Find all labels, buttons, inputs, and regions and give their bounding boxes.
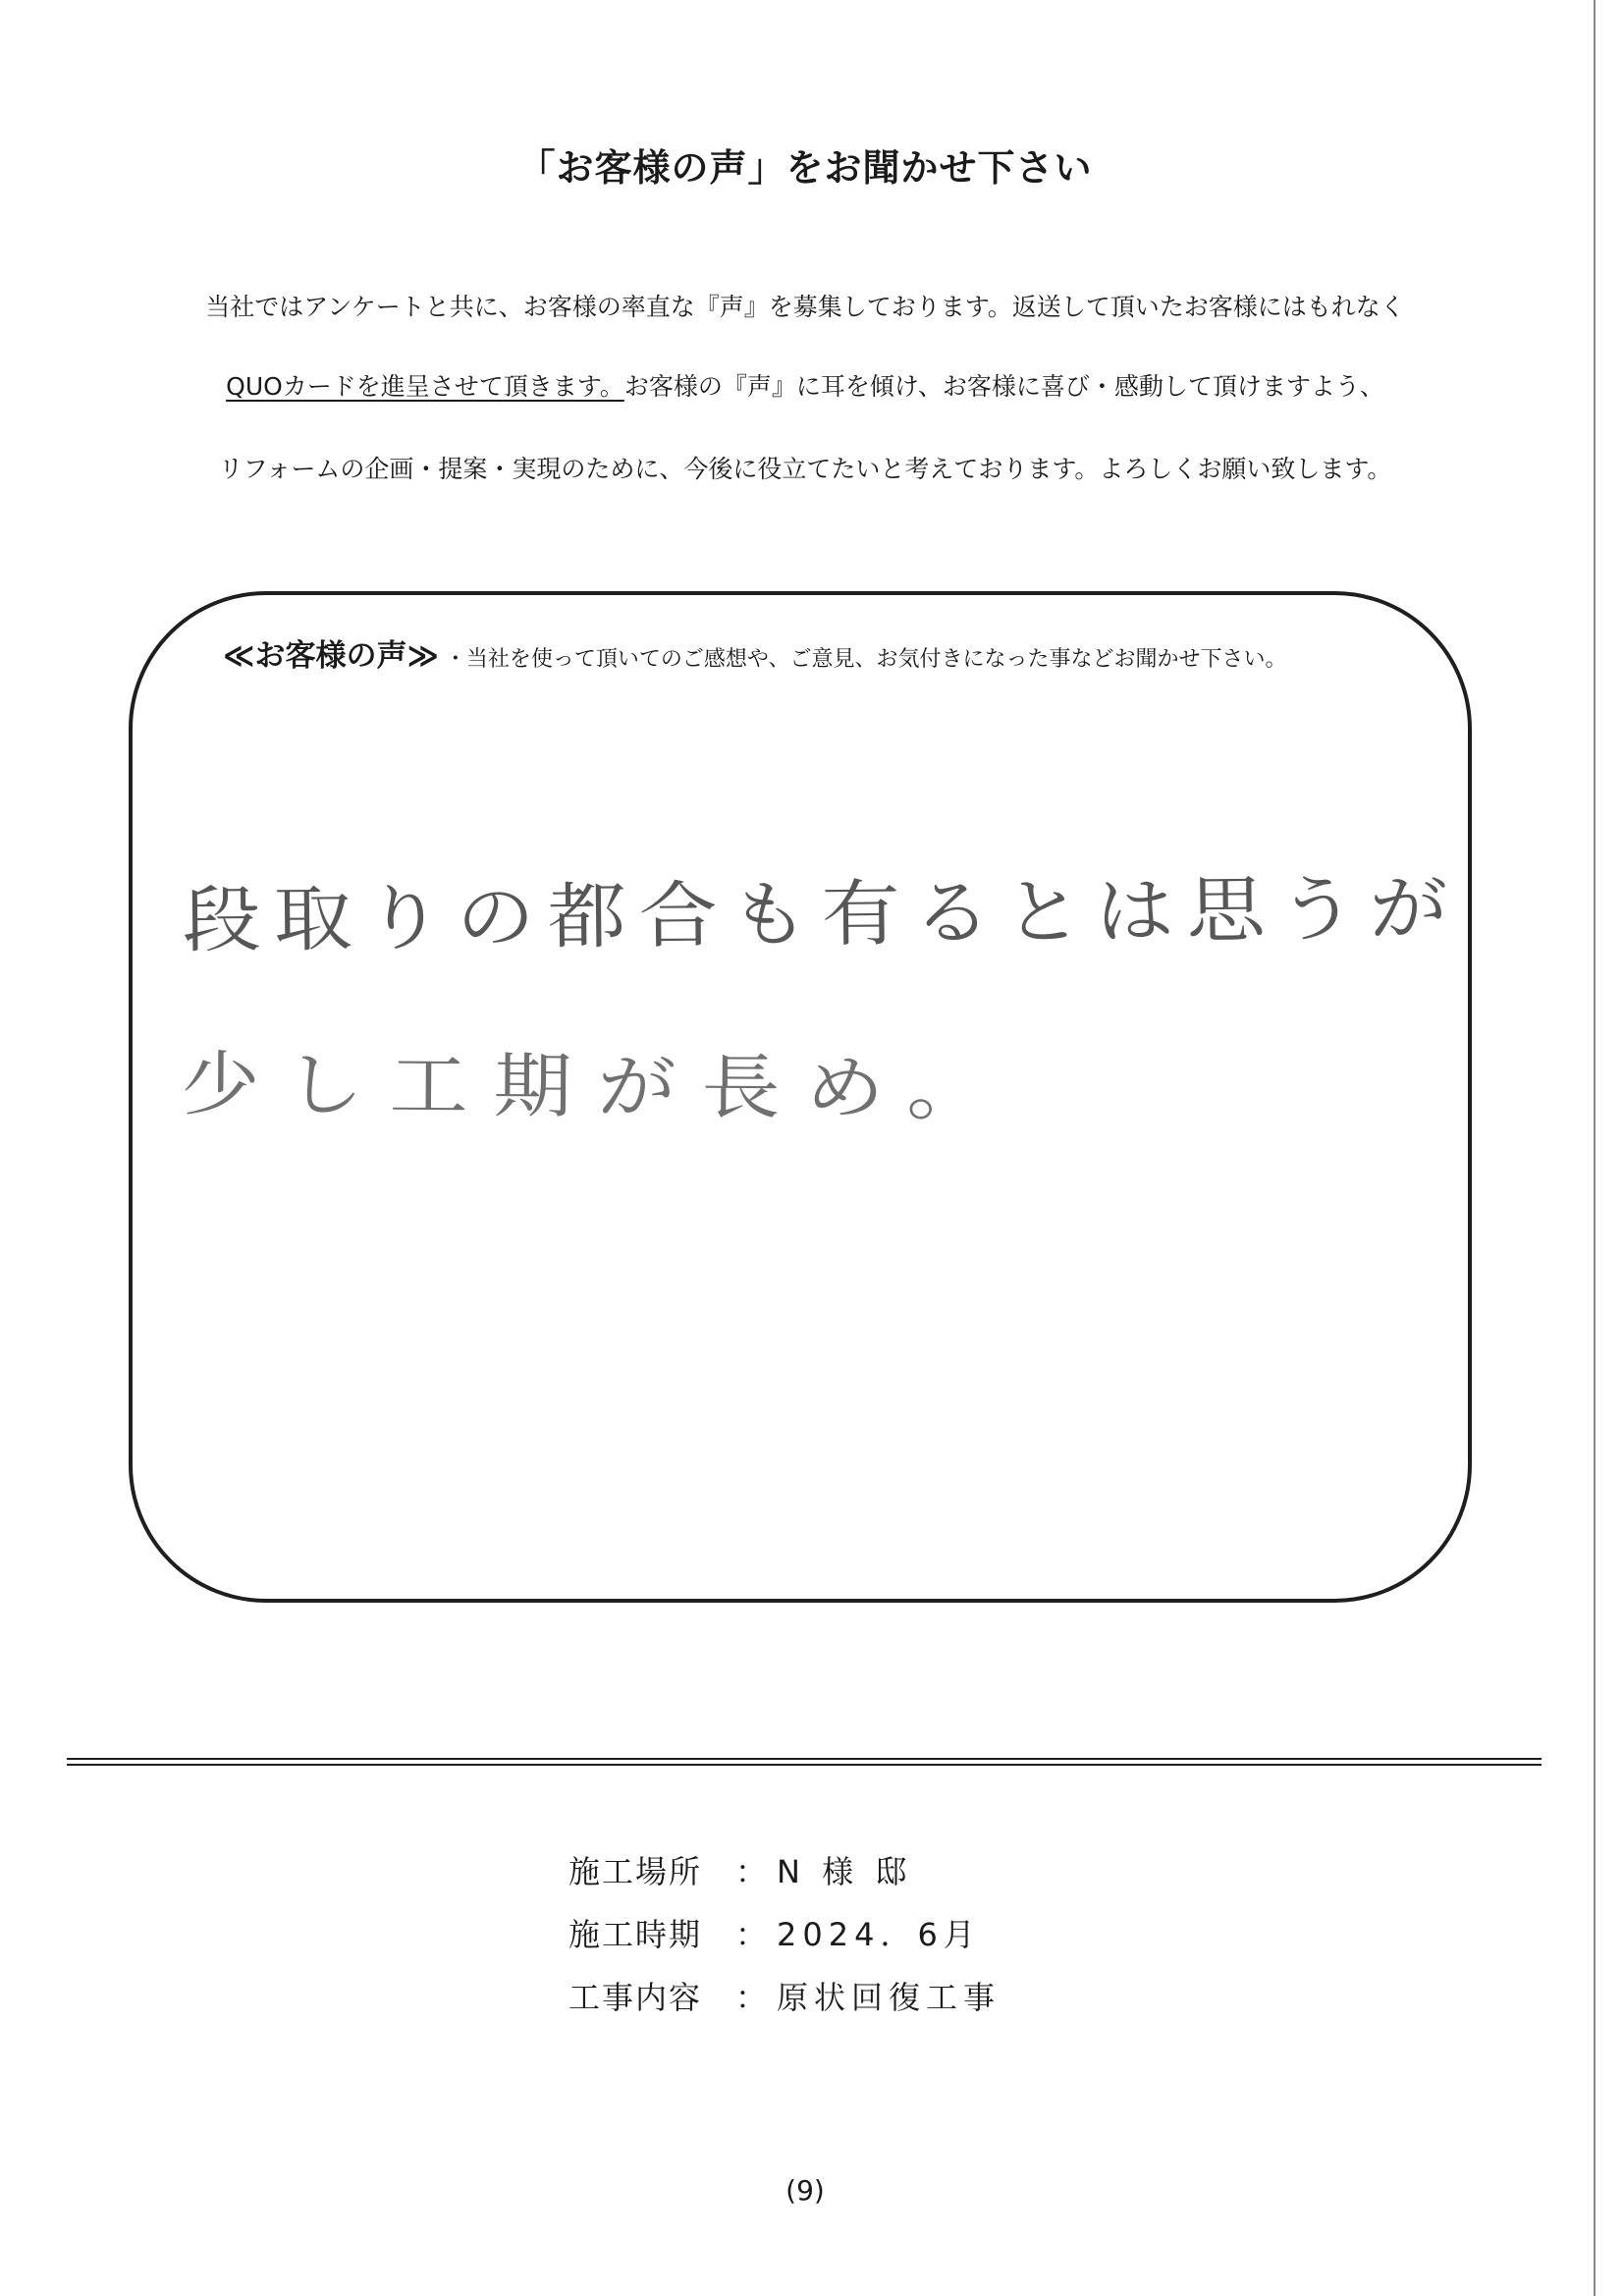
voice-prompt: ・当社を使って頂いてのご感想や、ご意見、お気付きになった事などお聞かせ下さい。 <box>444 647 1287 672</box>
detail-row-location <box>568 1847 1001 1910</box>
location-label: 施工場所 <box>568 1853 703 1890</box>
page-number: (9) <box>785 2174 825 2207</box>
page-title: 「お客様の声」をお聞かせ下さい <box>517 146 1093 190</box>
location-value: N 様 邸 <box>777 1853 913 1890</box>
double-rule-divider <box>67 1758 1542 1766</box>
work-value: 原状回復工事 <box>777 1979 1001 2016</box>
handwritten-comment-line-1: 段取りの都合も有るとは思うが <box>182 866 1462 963</box>
voice-heading: ≪お客様の声≫ <box>223 638 439 674</box>
construction-details <box>568 1847 1001 2036</box>
voice-box-header <box>223 630 1286 675</box>
period-label: 施工時期 <box>568 1916 703 1953</box>
customer-voice-box <box>129 591 1472 1603</box>
detail-row-work <box>568 1973 1001 2036</box>
period-separator: ： <box>734 1916 767 1953</box>
location-separator: ： <box>734 1853 767 1890</box>
detail-row-period <box>568 1910 1001 1973</box>
work-label: 工事内容 <box>568 1979 703 2016</box>
period-value: 2024．6月 <box>777 1916 981 1953</box>
handwritten-comment-line-2: 少し工期が長め。 <box>181 1043 1011 1131</box>
intro-line-1: 当社ではアンケートと共に、お客様の率直な『声』を募集しております。返送して頂いたお客様にはもれなく <box>205 293 1405 321</box>
intro-line-2-rest: お客様の『声』に耳を傾け、お客様に喜び・感動して頂けますよう、 <box>623 372 1384 401</box>
work-separator: ： <box>734 1979 767 2016</box>
intro-line-3: リフォームの企画・提案・実現のために、今後に役立てたいと考えております。よろしくお願い致します。 <box>218 455 1392 483</box>
intro-line-2 <box>0 367 1610 403</box>
quo-card-notice: QUOカードを進呈させて頂きます。 <box>226 372 624 401</box>
scan-edge-line <box>1594 0 1596 2296</box>
